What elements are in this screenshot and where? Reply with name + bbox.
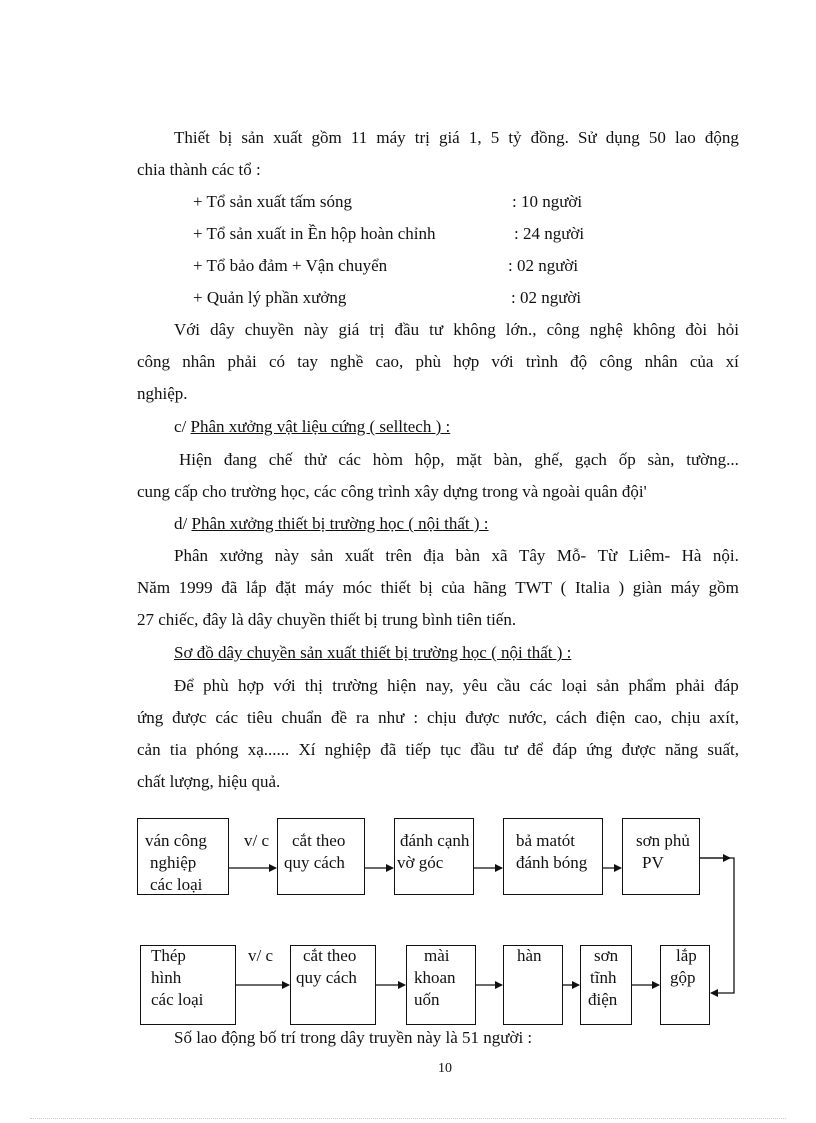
word: cách — [555, 708, 588, 727]
word: phù — [415, 352, 442, 371]
row2-arrow-label: v/ c — [248, 946, 274, 965]
word: chịu — [427, 708, 457, 727]
word: các — [215, 708, 239, 727]
word: trên — [385, 546, 412, 565]
box4-line2: đánh bóng — [516, 853, 588, 872]
word: ) — [618, 578, 625, 597]
word: đặt — [275, 578, 297, 597]
word: để — [527, 740, 544, 759]
word: có — [268, 352, 286, 371]
word: Mỗ- — [556, 546, 587, 565]
word: xạ...... — [247, 740, 290, 759]
team-1-count: : 10 người — [512, 192, 583, 211]
word: tia — [169, 740, 187, 759]
word: của — [689, 352, 714, 371]
word: độ — [570, 352, 588, 371]
word: gồm — [708, 578, 739, 597]
word: đã — [380, 740, 397, 759]
word: Từ — [597, 546, 618, 565]
word: giàn — [632, 578, 663, 597]
word: gạch — [574, 450, 607, 469]
word: sản — [596, 676, 620, 695]
word: phải — [227, 352, 257, 371]
word: Liêm- — [628, 546, 671, 565]
word: ứng — [137, 708, 164, 727]
word: ốp — [618, 450, 636, 469]
team-1-name: + Tổ sản xuất tấm sóng — [193, 192, 352, 211]
word: lắp — [245, 578, 267, 597]
word: thử — [304, 450, 327, 469]
word: chịu — [671, 708, 701, 727]
diagram-heading: Sơ đồ dây chuyền sản xuất thiết bị trường học ( nội thất ) : — [174, 643, 572, 662]
box1-line1: ván công — [145, 831, 207, 850]
word: bàn — [455, 546, 481, 565]
word: TWT — [515, 578, 553, 597]
word: nhân — [182, 352, 216, 371]
word: không — [632, 320, 676, 339]
word: tục — [440, 740, 461, 759]
box11-line1: lắp — [676, 946, 697, 965]
word: hợp — [238, 676, 265, 695]
word: máy — [670, 578, 700, 597]
word: 5 — [490, 128, 500, 147]
word: hãng — [473, 578, 507, 597]
word: xưởng — [219, 546, 264, 565]
word: được — [465, 708, 500, 727]
word: hợp — [453, 352, 480, 371]
para3-line2: cung cấp cho trường học, các công trình xây dựng trong và ngoài quân đội' — [137, 482, 647, 501]
para5-line4: chất lượng, hiệu quả. — [137, 772, 281, 791]
word: cao, — [375, 352, 404, 371]
arrow-5-connector — [700, 858, 734, 993]
word: sàn, — [647, 450, 675, 469]
word: ứng — [586, 740, 613, 759]
word: gồm — [311, 128, 342, 147]
word: này — [274, 546, 300, 565]
word: đòi — [685, 320, 708, 339]
box3-line2: vờ góc — [397, 853, 444, 872]
box8-line3: uốn — [414, 990, 440, 1009]
word: phù — [203, 676, 229, 695]
word: thiết — [380, 578, 411, 597]
team-2-name: + Tổ sản xuất in Ền hộp hoàn chỉnh — [193, 224, 436, 243]
word: động — [704, 128, 739, 147]
word: Italia — [574, 578, 610, 597]
word: xí — [725, 352, 739, 371]
word: như — [378, 708, 405, 727]
word: nghề — [330, 352, 364, 371]
word: đã — [221, 578, 238, 597]
word: Hà — [681, 546, 702, 565]
word: Sử — [578, 128, 597, 147]
word: các — [529, 676, 553, 695]
word: Năm — [137, 578, 171, 597]
word: máy — [376, 128, 406, 147]
word: của — [441, 578, 465, 597]
word: chuẩn — [281, 708, 323, 727]
word: đầu — [470, 740, 495, 759]
page-bottom-border — [30, 1118, 786, 1119]
word: phóng — [196, 740, 239, 759]
para1-line2: chia thành các tổ : — [137, 160, 261, 179]
box5-line1: sơn phủ — [636, 831, 690, 850]
section-c-title: Phân xưởng vật liệu cứng ( selltech ) : — [190, 417, 451, 436]
word: cao, — [634, 708, 663, 727]
word: đáp — [552, 740, 577, 759]
box2-line1: cắt theo — [292, 831, 346, 850]
word: đồng. — [530, 128, 569, 147]
row1-arrow-label: v/ c — [244, 831, 270, 850]
word: dụng — [605, 128, 640, 147]
word: nhân — [644, 352, 678, 371]
word: móc — [342, 578, 372, 597]
team-2-count: : 24 người — [514, 224, 585, 243]
box8-line1: mài — [424, 946, 450, 965]
word: được — [172, 708, 207, 727]
word: này — [303, 320, 329, 339]
word: trị — [414, 128, 430, 147]
para2-line3: nghiệp. — [137, 384, 188, 403]
word: ( — [560, 578, 567, 597]
word: công — [137, 352, 171, 371]
box10-line3: điện — [588, 990, 618, 1009]
box3-line1: đánh cạnh — [400, 831, 470, 850]
word: bàn, — [493, 450, 523, 469]
word: Với — [174, 320, 200, 339]
word: công — [599, 352, 633, 371]
word: 50 — [648, 128, 666, 147]
word: ghế, — [534, 450, 564, 469]
team-4-count: : 02 người — [511, 288, 582, 307]
section-d-prefix: d/ — [174, 514, 192, 533]
word: máy — [304, 578, 335, 597]
box10-line1: sơn — [594, 946, 619, 965]
word: loại — [561, 676, 588, 695]
word: xã — [491, 546, 508, 565]
word: Tây — [518, 546, 546, 565]
word: cản — [137, 740, 161, 759]
word: hòm — [372, 450, 403, 469]
word: Xí — [298, 740, 316, 759]
word: ra — [355, 708, 370, 727]
box5-line2: PV — [642, 853, 664, 872]
word: với — [491, 352, 514, 371]
word: công — [546, 320, 580, 339]
word: nghệ — [589, 320, 623, 339]
word: lao — [675, 128, 696, 147]
section-d-title: Phân xưởng thiết bị trường học ( nội thất ) : — [191, 514, 489, 533]
word: dây — [210, 320, 235, 339]
team-3-count: : 02 người — [508, 256, 579, 275]
word: cầu — [496, 676, 521, 695]
word: 1999 — [178, 578, 213, 597]
word: giá — [438, 128, 460, 147]
word: trình — [525, 352, 558, 371]
box11-line2: gộp — [670, 968, 696, 987]
word: sản — [241, 128, 265, 147]
word: Để — [174, 676, 194, 695]
word: đang — [223, 450, 257, 469]
word: Thiết — [174, 128, 210, 147]
word: chuyền — [244, 320, 294, 339]
word: 11 — [350, 128, 368, 147]
word: phải — [675, 676, 705, 695]
team-3-name: + Tổ bảo đảm + Vận chuyển — [193, 256, 388, 275]
word: bị — [219, 128, 233, 147]
word: chế — [268, 450, 293, 469]
word: mặt — [456, 450, 482, 469]
word: nội. — [712, 546, 739, 565]
team-4-name: + Quản lý phần xưởng — [193, 288, 347, 307]
section-c-prefix: c/ — [174, 417, 191, 436]
word: xuất — [344, 546, 374, 565]
word: điện — [595, 708, 626, 727]
word: không — [453, 320, 496, 339]
box2-line2: quy cách — [284, 853, 345, 872]
box7-line2: quy cách — [296, 968, 357, 987]
page-number: 10 — [438, 1061, 452, 1076]
word: phẩm — [628, 676, 667, 695]
word: hộp, — [414, 450, 445, 469]
box1-line3: các loại — [150, 875, 203, 894]
word: tư — [429, 320, 444, 339]
word: 1, — [468, 128, 482, 147]
word: đáp — [714, 676, 739, 695]
word: suất, — [707, 740, 739, 759]
word: với — [273, 676, 296, 695]
para4-line3: 27 chiếc, đây là dây chuyền thiết bị trung bình tiên tiến. — [137, 610, 517, 629]
word: sản — [310, 546, 334, 565]
word: năng — [665, 740, 699, 759]
word: : — [413, 708, 419, 727]
box6-line2: hình — [151, 968, 182, 987]
word: tường... — [686, 450, 739, 469]
box7-line1: cắt theo — [303, 946, 357, 965]
word: lớn., — [505, 320, 537, 339]
word: Hiện — [179, 450, 213, 469]
word: tiếp — [405, 740, 431, 759]
word: hiện — [387, 676, 417, 695]
word: trường — [332, 676, 378, 695]
box4-line1: bả matót — [516, 831, 576, 850]
box9-line1: hàn — [517, 946, 542, 965]
labor-count-line: Số lao động bố trí trong dây truyền này là 51 người : — [174, 1028, 533, 1047]
word: nay, — [425, 676, 454, 695]
word: bị — [419, 578, 433, 597]
word: các — [338, 450, 361, 469]
box8-line2: khoan — [414, 968, 456, 987]
word: hỏi — [717, 320, 739, 339]
word: nghiệp — [324, 740, 372, 759]
word: đề — [330, 708, 348, 727]
word: tư — [503, 740, 518, 759]
word: được — [621, 740, 656, 759]
box1-line2: nghiệp — [150, 853, 197, 872]
word: tiêu — [246, 708, 273, 727]
word: tỷ — [508, 128, 522, 147]
word: giá — [338, 320, 360, 339]
box6-line1: Thép — [151, 946, 186, 965]
word: địa — [423, 546, 445, 565]
word: nước, — [508, 708, 547, 727]
word: thị — [304, 676, 323, 695]
word: xuất — [273, 128, 303, 147]
word: axít, — [709, 708, 739, 727]
word: trị — [369, 320, 385, 339]
word: Phân — [174, 546, 208, 565]
box6-line3: các loại — [151, 990, 204, 1009]
word: tay — [297, 352, 319, 371]
word: đầu — [394, 320, 420, 339]
box10-line2: tĩnh — [590, 968, 617, 987]
word: yêu — [462, 676, 488, 695]
